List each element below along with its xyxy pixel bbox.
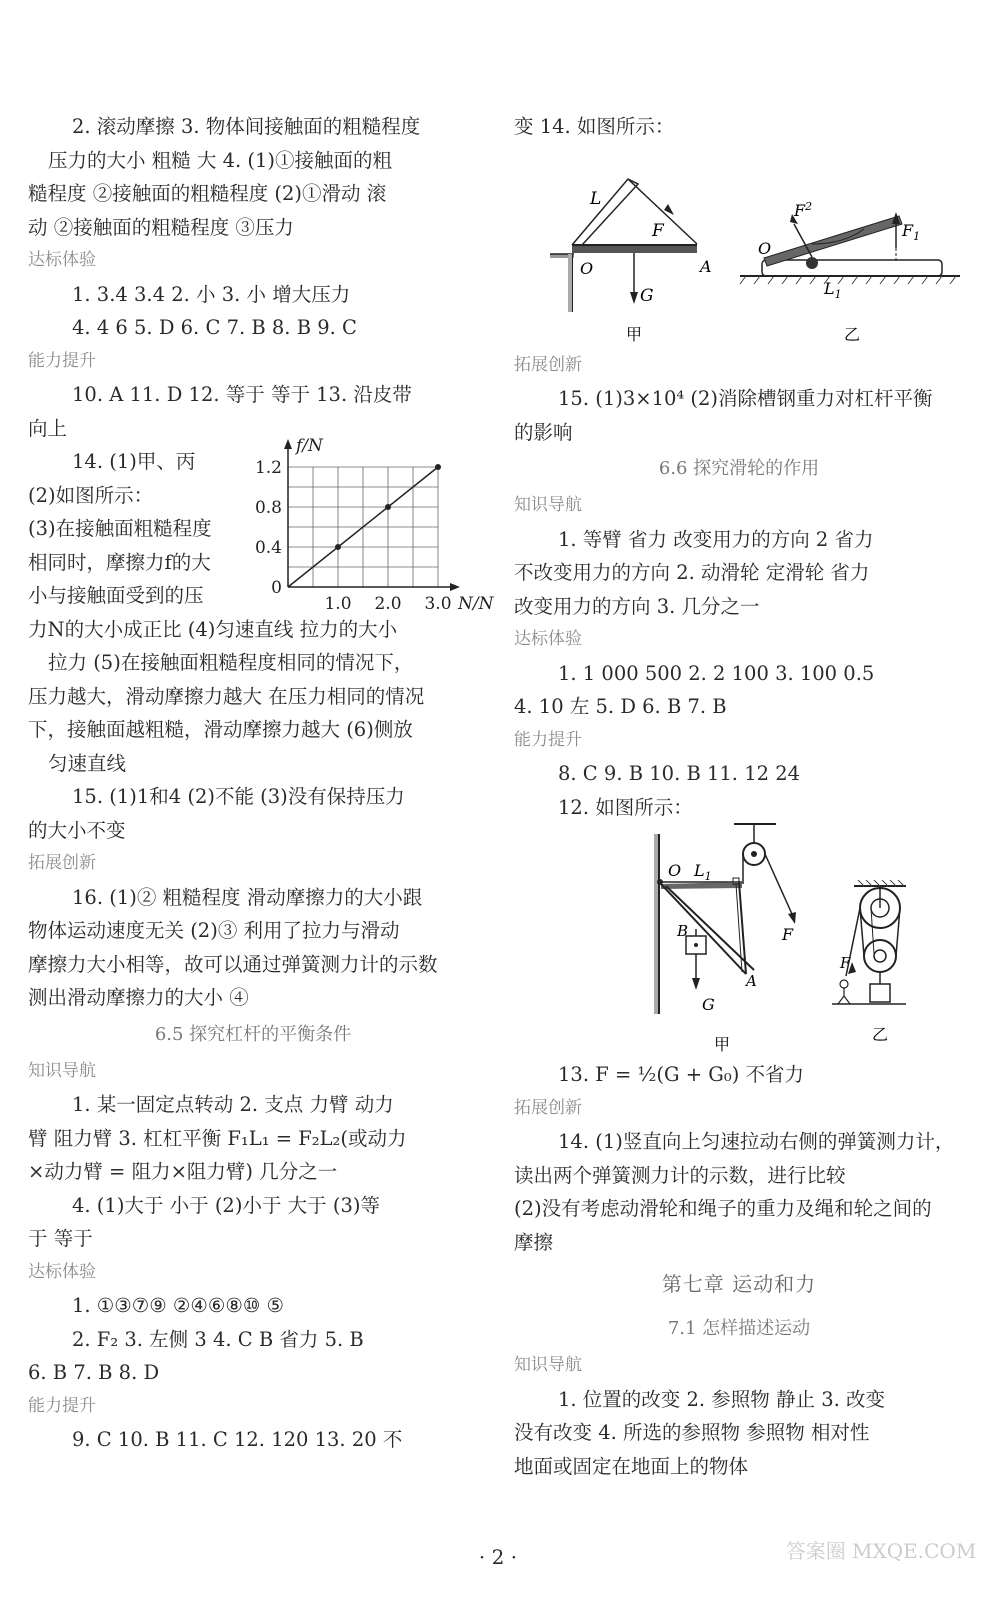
text-line: 14. (1)竖直向上匀速拉动右侧的弹簧测力计， bbox=[558, 1130, 955, 1153]
text-line: 动 ②接触面的粗糙程度 ③压力 bbox=[28, 215, 294, 239]
fig12-label-F: F bbox=[782, 925, 794, 944]
text-line: 15. (1)3×10⁴ (2)消除槽钢重力对杠杆平衡 bbox=[558, 387, 933, 410]
svg-text:F1 bbox=[901, 221, 920, 243]
text-line: 读出两个弹簧测力计的示数，进行比较 bbox=[514, 1163, 846, 1187]
text-line: (3)在接触面粗糙程度 bbox=[28, 517, 212, 540]
fig14-caption-b: 乙 bbox=[844, 324, 861, 344]
text-line: 小与接触面受到的压 bbox=[28, 584, 204, 607]
y-axis-arrow bbox=[284, 439, 292, 449]
y-tick-label: 1.2 bbox=[254, 458, 282, 478]
text-line: 地面或固定在地面上的物体 bbox=[514, 1454, 749, 1478]
section-heading: 能力提升 bbox=[514, 729, 582, 750]
text-line: 1. 某一固定点转动 2. 支点 力臂 动力 bbox=[72, 1093, 394, 1116]
fig14-caption-a: 甲 bbox=[626, 324, 643, 344]
text-line: 压力越大，滑动摩擦力越大 在压力相同的情况 bbox=[28, 684, 425, 708]
section-heading: 能力提升 bbox=[28, 1395, 96, 1416]
text-line: 15. (1)1和4 (2)不能 (3)没有保持压力 bbox=[72, 785, 405, 808]
y-tick-label: 0.8 bbox=[254, 498, 282, 518]
fig12-label-B: B bbox=[677, 922, 689, 940]
fig12-label-A: A bbox=[746, 972, 757, 990]
section-heading: 知识导航 bbox=[514, 1355, 582, 1375]
data-point bbox=[385, 504, 391, 510]
svg-text:L1 bbox=[693, 861, 712, 883]
lever-diagram-b bbox=[740, 200, 960, 344]
friction-chart bbox=[254, 432, 494, 632]
text-line: 物体运动速度无关 (2)③ 利用了拉力与滑动 bbox=[28, 919, 400, 942]
y-tick-label: 0.4 bbox=[254, 538, 282, 558]
section-heading: 知识导航 bbox=[514, 495, 582, 515]
text-line: 力N的大小成正比 (4)匀速直线 拉力的大小 bbox=[28, 617, 398, 641]
text-line: 下，接触面越粗糙，滑动摩擦力越大 (6)侧放 bbox=[28, 718, 413, 741]
text-line: 变 14. 如图所示： bbox=[514, 115, 675, 138]
text-line: 8. C 9. B 10. B 11. 12 24 bbox=[558, 762, 801, 785]
text-line: 1. 等臂 省力 改变用力的方向 2 省力 bbox=[558, 527, 874, 551]
data-point bbox=[435, 464, 441, 470]
text-line: 相同时，摩擦力f的大 bbox=[28, 550, 211, 574]
section-heading: 达标体验 bbox=[28, 250, 96, 270]
fig14-label-L1-sub: 1 bbox=[834, 287, 842, 301]
pulley-diagram-a bbox=[654, 824, 796, 1054]
text-line: 向上 bbox=[28, 416, 68, 440]
watermark bbox=[786, 1500, 976, 1592]
text-line: 拉力 (5)在接触面粗糙程度相同的情况下， bbox=[48, 651, 414, 674]
fig14-label-F: F bbox=[652, 220, 664, 241]
text-line: 于 等于 bbox=[28, 1227, 93, 1250]
text-line: 13. F = ½(G + G₀) 不省力 bbox=[558, 1063, 804, 1086]
text-line: 9. C 10. B 11. C 12. 120 13. 20 不 bbox=[72, 1428, 403, 1451]
text-line: 16. (1)② 粗糙程度 滑动摩擦力的大小跟 bbox=[72, 885, 423, 909]
chapter-title: 第七章 运动和力 bbox=[661, 1272, 817, 1296]
y-tick-label: 0 bbox=[271, 578, 282, 598]
fig12-label-L1: L bbox=[694, 861, 705, 880]
watermark-text: 答案圈 MXQE.COM bbox=[785, 1539, 977, 1563]
text-line: 10. A 11. D 12. 等于 等于 13. 沿皮带 bbox=[72, 383, 412, 406]
text-line: 1. ①③⑦⑨ ②④⑥⑧⑩ ⑤ bbox=[72, 1294, 285, 1317]
fig12-caption-b: 乙 bbox=[872, 1025, 889, 1044]
fig14-label-L1: L bbox=[824, 278, 835, 298]
fig12-label-L1-sub: 1 bbox=[704, 870, 712, 883]
text-line: 1. 位置的改变 2. 参照物 静止 3. 改变 bbox=[558, 1387, 886, 1411]
section-heading: 拓展创新 bbox=[514, 1097, 582, 1118]
section-heading: 知识导航 bbox=[28, 1060, 96, 1081]
section-heading: 达标体验 bbox=[28, 1261, 96, 1282]
page-number: · 2 · bbox=[478, 1545, 518, 1569]
text-line: 测出滑动摩擦力的大小 ④ bbox=[28, 986, 249, 1009]
left-column bbox=[28, 110, 478, 1457]
text-line: ×动力臂 = 阻力×阻力臂) 几分之一 bbox=[28, 1160, 338, 1183]
text-line: 改变用力的方向 3. 几分之一 bbox=[514, 594, 760, 618]
pulley-diagram-b bbox=[832, 880, 906, 1044]
text-line: 4. 4 6 5. D 6. C 7. B 8. B 9. C bbox=[72, 316, 357, 339]
fig14-label-L: L bbox=[590, 188, 602, 209]
fig14-label-O: O bbox=[580, 258, 594, 278]
lever-diagram-a bbox=[550, 179, 712, 344]
fig14-label-O2: O bbox=[758, 238, 772, 258]
text-line: 4. (1)大于 小于 (2)小于 大于 (3)等 bbox=[72, 1193, 380, 1217]
section-heading: 达标体验 bbox=[514, 629, 582, 649]
section-title: 6.6 探究滑轮的作用 bbox=[658, 458, 820, 479]
x-tick-label: 2.0 bbox=[374, 594, 402, 614]
fig14-label-F2: F bbox=[794, 200, 806, 220]
section-title: 6.5 探究杠杆的平衡条件 bbox=[154, 1023, 352, 1045]
right-column bbox=[514, 110, 964, 1483]
fig14-label-A: A bbox=[700, 256, 712, 276]
section-heading: 拓展创新 bbox=[514, 354, 582, 375]
text-line: 没有改变 4. 所选的参照物 参照物 相对性 bbox=[514, 1421, 870, 1444]
svg-text:F2 bbox=[793, 200, 812, 220]
x-tick-label: 1.0 bbox=[324, 594, 352, 614]
text-line: 1. 3.4 3.4 2. 小 3. 小 增大压力 bbox=[72, 282, 351, 306]
fig14-label-F2-sub: 2 bbox=[805, 199, 813, 213]
section-title: 7.1 怎样描述运动 bbox=[667, 1318, 811, 1339]
text-line: 压力的大小 粗糙 大 4. (1)①接触面的粗 bbox=[48, 148, 393, 172]
x-tick-label: 3.0 bbox=[424, 594, 452, 614]
text-line: 2. F₂ 3. 左侧 3 4. C B 省力 5. B bbox=[72, 1327, 364, 1351]
text-line: (2)如图所示： bbox=[28, 483, 154, 507]
text-line: 臂 阻力臂 3. 杠杠平衡 F₁L₁ = F₂L₂(或动力 bbox=[28, 1126, 407, 1150]
fig14-label-F1: F bbox=[902, 220, 914, 240]
text-line: 摩擦力大小相等，故可以通过弹簧测力计的示数 bbox=[28, 952, 438, 976]
text-line: 匀速直线 bbox=[48, 751, 127, 775]
fig12-caption-a: 甲 bbox=[714, 1035, 731, 1054]
text-line: 摩擦 bbox=[514, 1230, 554, 1254]
fig12-label-F2: F bbox=[840, 954, 851, 972]
text-line: 不改变用力的方向 2. 动滑轮 定滑轮 省力 bbox=[514, 561, 870, 584]
text-line: 的大小不变 bbox=[28, 818, 126, 842]
lever-figure bbox=[514, 144, 964, 344]
text-line: 12. 如图所示： bbox=[558, 795, 693, 819]
x-axis-arrow bbox=[450, 583, 460, 591]
text-line: 糙程度 ②接触面的粗糙程度 (2)①滑动 滚 bbox=[28, 182, 387, 205]
x-axis-label: N/N bbox=[458, 594, 494, 614]
text-line: 14. (1)甲、丙 bbox=[72, 450, 196, 473]
text-line: 1. 1 000 500 2. 2 100 3. 100 0.5 bbox=[558, 661, 875, 685]
text-line: 4. 10 左 5. D 6. B 7. B bbox=[514, 695, 727, 718]
text-line: 6. B 7. B 8. D bbox=[28, 1361, 160, 1384]
section-heading: 能力提升 bbox=[28, 350, 96, 371]
data-point bbox=[335, 544, 341, 550]
pulley-figure bbox=[514, 824, 964, 1054]
fig12-label-O: O bbox=[668, 861, 682, 880]
text-line: 2. 滚动摩擦 3. 物体间接触面的粗糙程度 bbox=[72, 115, 421, 138]
fig14-label-F1-sub: 1 bbox=[913, 229, 921, 243]
text-line: 的影响 bbox=[514, 420, 573, 444]
text-line: (2)没有考虑动滑轮和绳子的重力及绳和轮之间的 bbox=[514, 1197, 932, 1220]
fig12-label-G: G bbox=[702, 995, 715, 1014]
fig14-label-G: G bbox=[640, 285, 654, 306]
section-heading: 拓展创新 bbox=[28, 853, 96, 873]
y-axis-label: f/N bbox=[296, 436, 323, 456]
